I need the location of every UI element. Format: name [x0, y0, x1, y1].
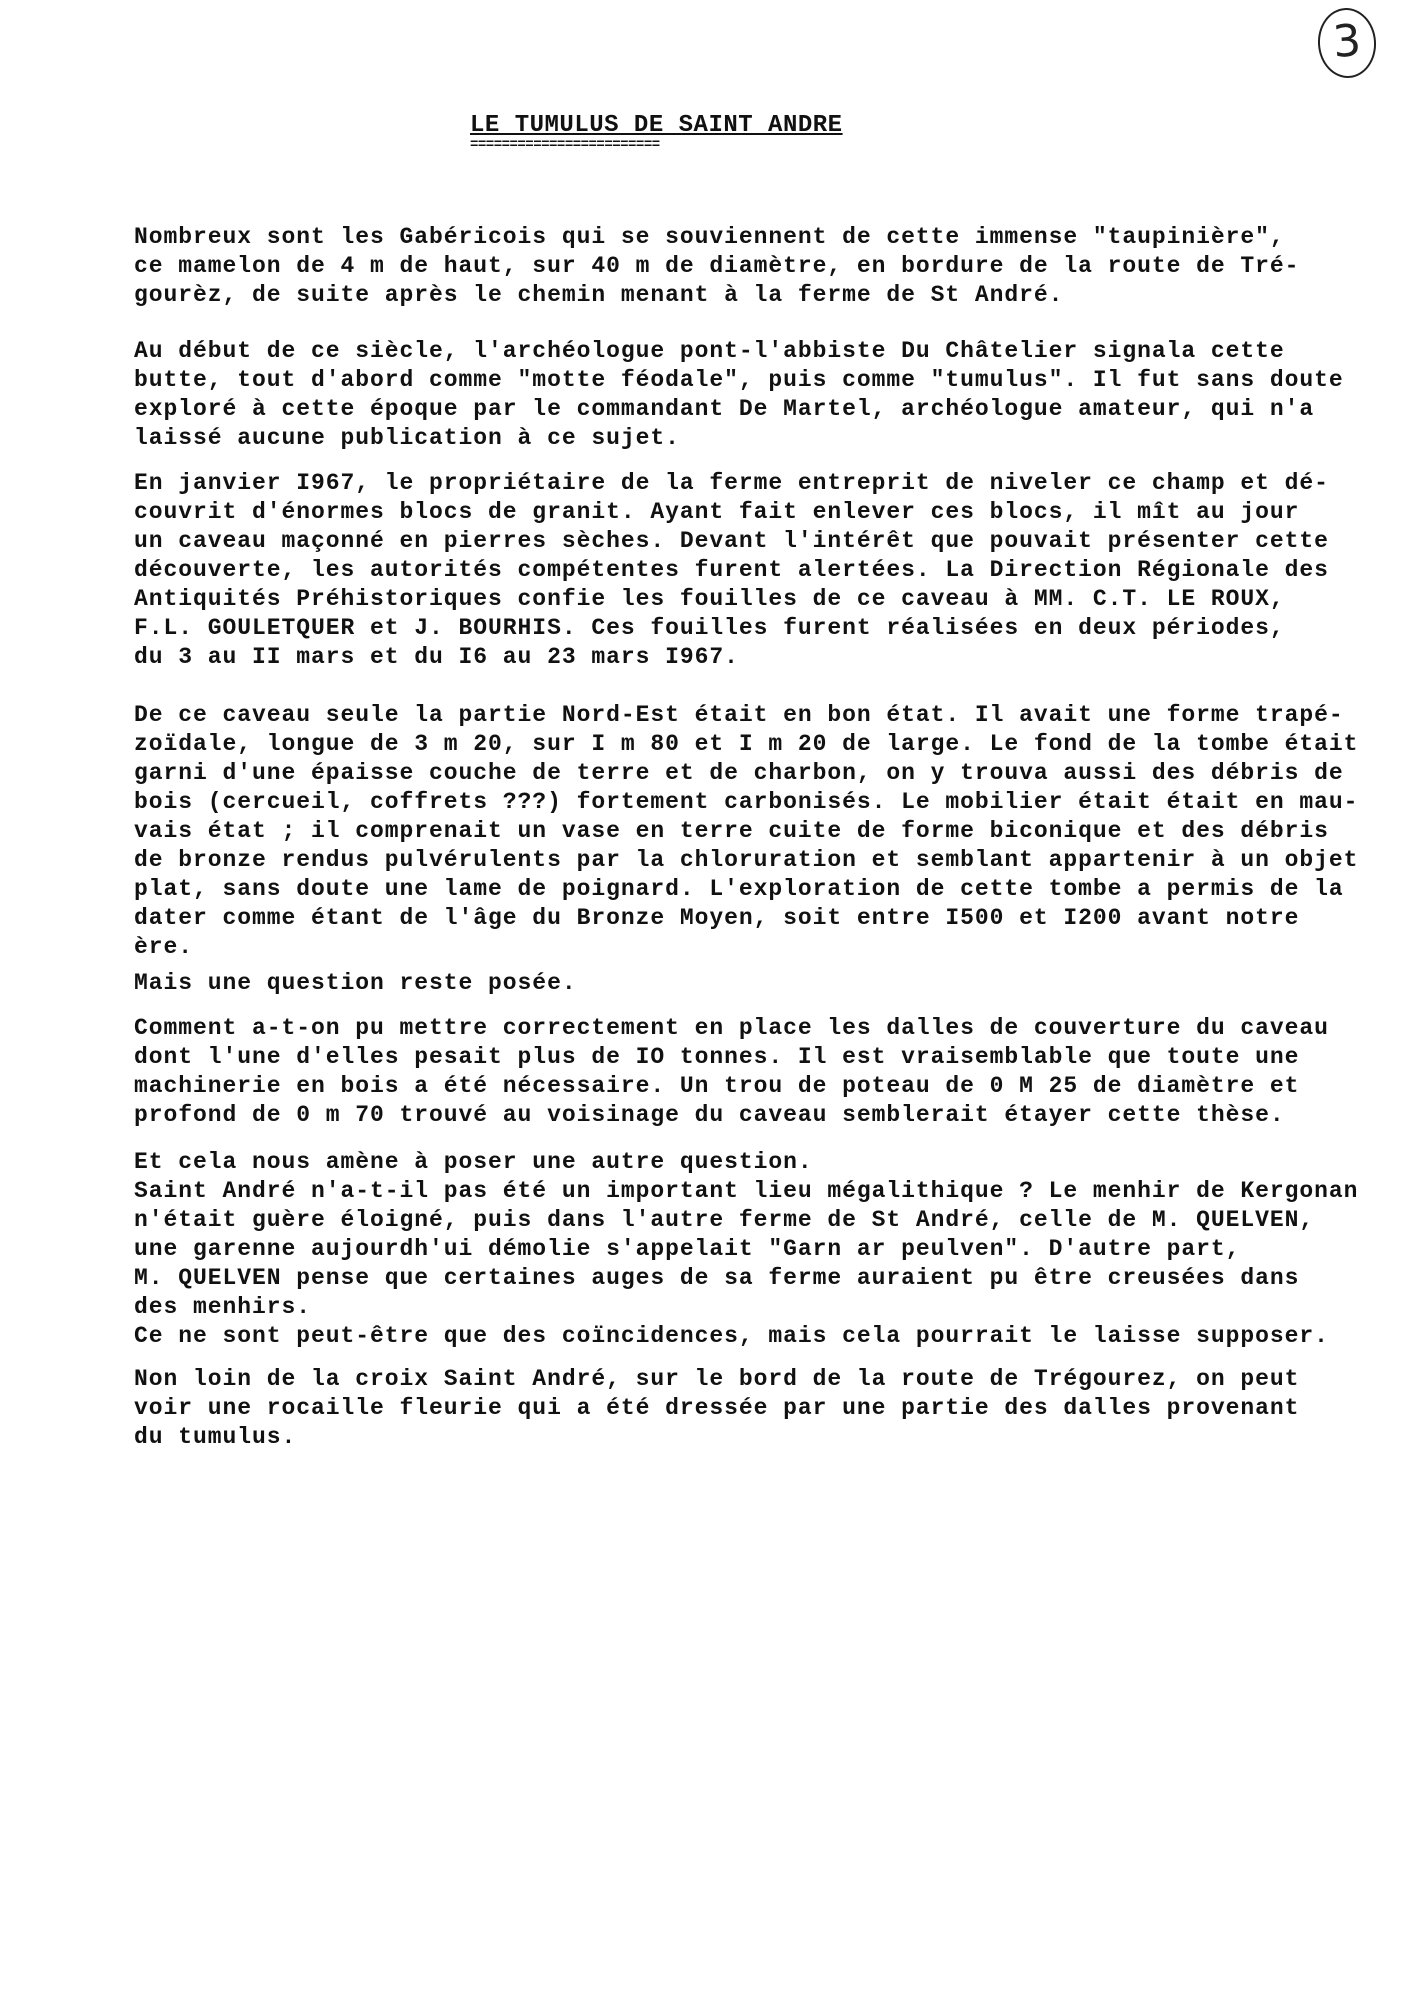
- text-line: Au début de ce siècle, l'archéologue pont-l'abbiste Du Châtelier signala cette: [134, 338, 1285, 364]
- text-line: machinerie en bois a été nécessaire. Un trou de poteau de 0 M 25 de diamètre et: [134, 1073, 1300, 1099]
- text-line: voir une rocaille fleurie qui a été dressée par une partie des dalles provenant: [134, 1395, 1300, 1421]
- paragraph: [134, 1148, 1358, 1351]
- text-line: Mais une question reste posée.: [134, 970, 577, 996]
- text-line: découverte, les autorités compétentes furent alertées. La Direction Régionale des: [134, 557, 1329, 583]
- text-line: ère.: [134, 934, 194, 960]
- text-line: laissé aucune publication à ce sujet.: [134, 425, 680, 451]
- text-line: Non loin de la croix Saint André, sur le bord de la route de Trégourez, on peut: [134, 1366, 1300, 1392]
- text-line: couvrit d'énormes blocs de granit. Ayant fait enlever ces blocs, il mît au jour: [134, 499, 1300, 525]
- text-line: de bronze rendus pulvérulents par la chloruration et semblant appartenir à un objet: [134, 847, 1359, 873]
- text-line: ce mamelon de 4 m de haut, sur 40 m de diamètre, en bordure de la route de Tré-: [134, 253, 1300, 279]
- text-line: M. QUELVEN pense que certaines auges de sa ferme auraient pu être creusées dans: [134, 1265, 1300, 1291]
- paragraph: [134, 469, 1329, 672]
- text-line: une garenne aujourdh'ui démolie s'appelait "Garn ar peulven". D'autre part,: [134, 1236, 1241, 1262]
- title-underline-rule: ========================: [470, 137, 660, 153]
- paragraph: [134, 1014, 1329, 1130]
- text-line: Et cela nous amène à poser une autre question.: [134, 1149, 813, 1175]
- paragraph: [134, 701, 1358, 962]
- text-line: dont l'une d'elles pesait plus de IO tonnes. Il est vraisemblable que toute une: [134, 1044, 1300, 1070]
- text-line: des menhirs.: [134, 1294, 312, 1320]
- text-line: En janvier I967, le propriétaire de la ferme entreprit de niveler ce champ et dé-: [134, 470, 1329, 496]
- text-line: De ce caveau seule la partie Nord-Est était en bon état. Il avait une forme trapé-: [134, 702, 1344, 728]
- text-line: Ce ne sont peut-être que des coïncidences, mais cela pourrait le laisse supposer.: [134, 1323, 1329, 1349]
- paragraph: [134, 223, 1299, 310]
- page-number: 3: [1316, 6, 1379, 80]
- text-line: butte, tout d'abord comme "motte féodale", puis comme "tumulus". Il fut sans doute: [134, 367, 1344, 393]
- document-title: LE TUMULUS DE SAINT ANDRE: [470, 112, 843, 139]
- text-line: gourèz, de suite après le chemin menant à la ferme de St André.: [134, 282, 1064, 308]
- text-line: bois (cercueil, coffrets ???) fortement carbonisés. Le mobilier était était en mau-: [134, 789, 1359, 815]
- text-line: exploré à cette époque par le commandant De Martel, archéologue amateur, qui n'a: [134, 396, 1315, 422]
- paragraph: [134, 1365, 1299, 1452]
- text-line: profond de 0 m 70 trouvé au voisinage du caveau semblerait étayer cette thèse.: [134, 1102, 1285, 1128]
- text-line: dater comme étant de l'âge du Bronze Moyen, soit entre I500 et I200 avant notre: [134, 905, 1300, 931]
- text-line: un caveau maçonné en pierres sèches. Devant l'intérêt que pouvait présenter cette: [134, 528, 1329, 554]
- paragraph: [134, 337, 1344, 453]
- text-line: Saint André n'a-t-il pas été un important lieu mégalithique ? Le menhir de Kergonan: [134, 1178, 1359, 1204]
- text-line: plat, sans doute une lame de poignard. L'exploration de cette tombe a permis de la: [134, 876, 1344, 902]
- text-line: garni d'une épaisse couche de terre et de charbon, on y trouva aussi des débris de: [134, 760, 1344, 786]
- text-line: F.L. GOULETQUER et J. BOURHIS. Ces fouilles furent réalisées en deux périodes,: [134, 615, 1285, 641]
- text-line: Antiquités Préhistoriques confie les fouilles de ce caveau à MM. C.T. LE ROUX,: [134, 586, 1285, 612]
- text-line: du 3 au II mars et du I6 au 23 mars I967.: [134, 644, 739, 670]
- text-line: n'était guère éloigné, puis dans l'autre ferme de St André, celle de M. QUELVEN,: [134, 1207, 1315, 1233]
- text-line: du tumulus.: [134, 1424, 297, 1450]
- text-line: Comment a-t-on pu mettre correctement en place les dalles de couverture du caveau: [134, 1015, 1329, 1041]
- paragraph: [134, 969, 577, 998]
- text-line: zoïdale, longue de 3 m 20, sur I m 80 et I m 20 de large. Le fond de la tombe était: [134, 731, 1359, 757]
- text-line: Nombreux sont les Gabéricois qui se souviennent de cette immense "taupinière",: [134, 224, 1285, 250]
- text-line: vais état ; il comprenait un vase en terre cuite de forme biconique et des débris: [134, 818, 1329, 844]
